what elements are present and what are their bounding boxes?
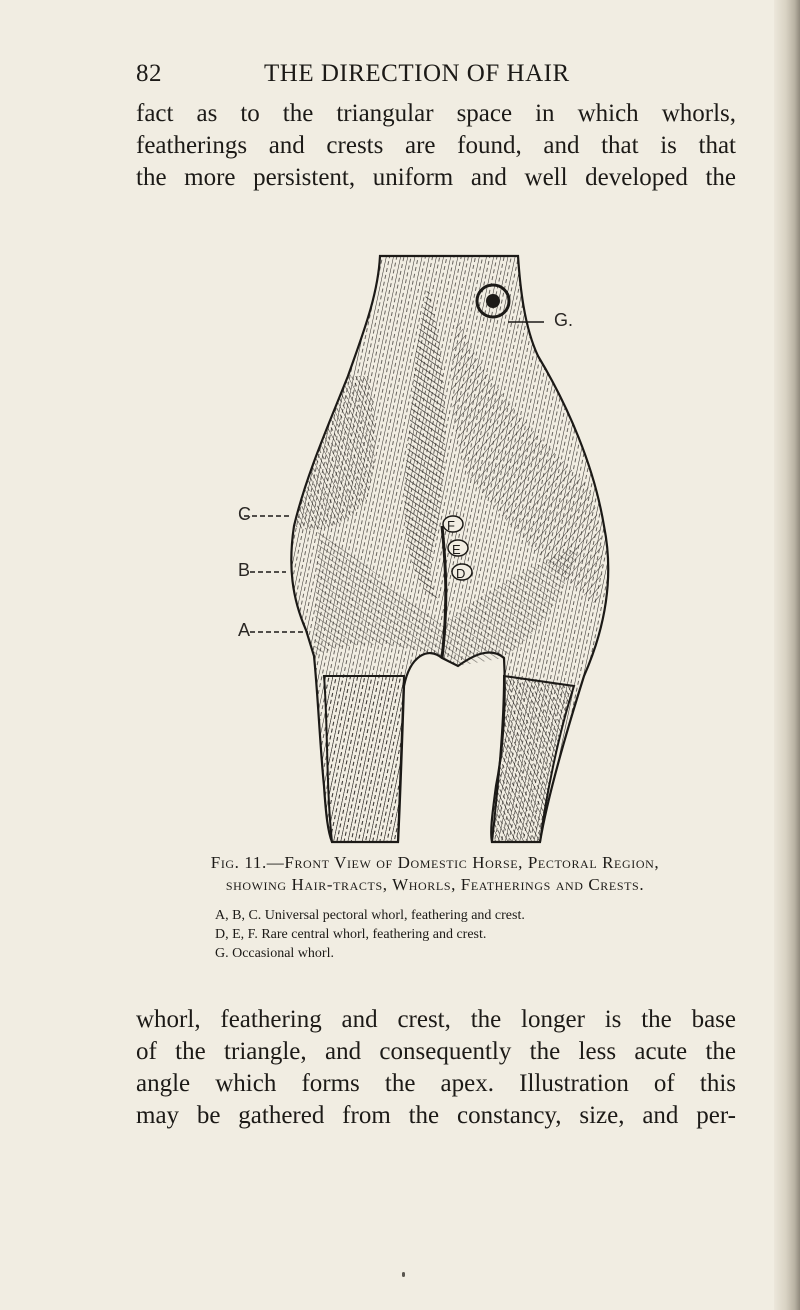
caption-line: showing Hair-tracts, Whorls, Featherings and Crests. (225, 875, 645, 894)
text-line: featherings and crests are found, and that is that (136, 132, 736, 159)
figure-caption (130, 852, 740, 896)
label-g: G. (554, 310, 574, 330)
label-c: C (238, 504, 251, 524)
label-d: D (456, 566, 466, 581)
label-e: E (452, 542, 461, 557)
label-f: F (447, 518, 455, 533)
text-line: angle which forms the apex. Illustration of this (136, 1070, 736, 1097)
figure-legend (215, 906, 735, 963)
body-text-bottom (136, 1004, 736, 1132)
text-line: may be gathered from the constancy, size, and per- (136, 1102, 736, 1129)
body-text-top (136, 98, 736, 194)
ink-speck (402, 1272, 405, 1277)
legend-item: G. Occasional whorl. (215, 946, 334, 961)
text-line: of the triangle, and consequently the less acute the (136, 1038, 736, 1065)
legend-item: A, B, C. Universal pectoral whorl, feathering and crest. (215, 908, 525, 923)
caption-line: Fig. 11.—Front View of Domestic Horse, Pectoral Region, (210, 853, 660, 872)
label-a: A (238, 620, 251, 640)
page-edge-shadow (774, 0, 800, 1310)
page-number: 82 (136, 60, 162, 87)
label-b: B (238, 560, 251, 580)
horse-chest-figure (228, 226, 628, 850)
legend-item: D, E, F. Rare central whorl, feathering and crest. (215, 927, 487, 942)
text-line: the more persistent, uniform and well developed the (136, 164, 736, 191)
running-head: THE DIRECTION OF HAIR (264, 60, 570, 87)
text-line: whorl, feathering and crest, the longer is the base (136, 1006, 736, 1033)
text-line: fact as to the triangular space in which whorls, (136, 100, 736, 127)
